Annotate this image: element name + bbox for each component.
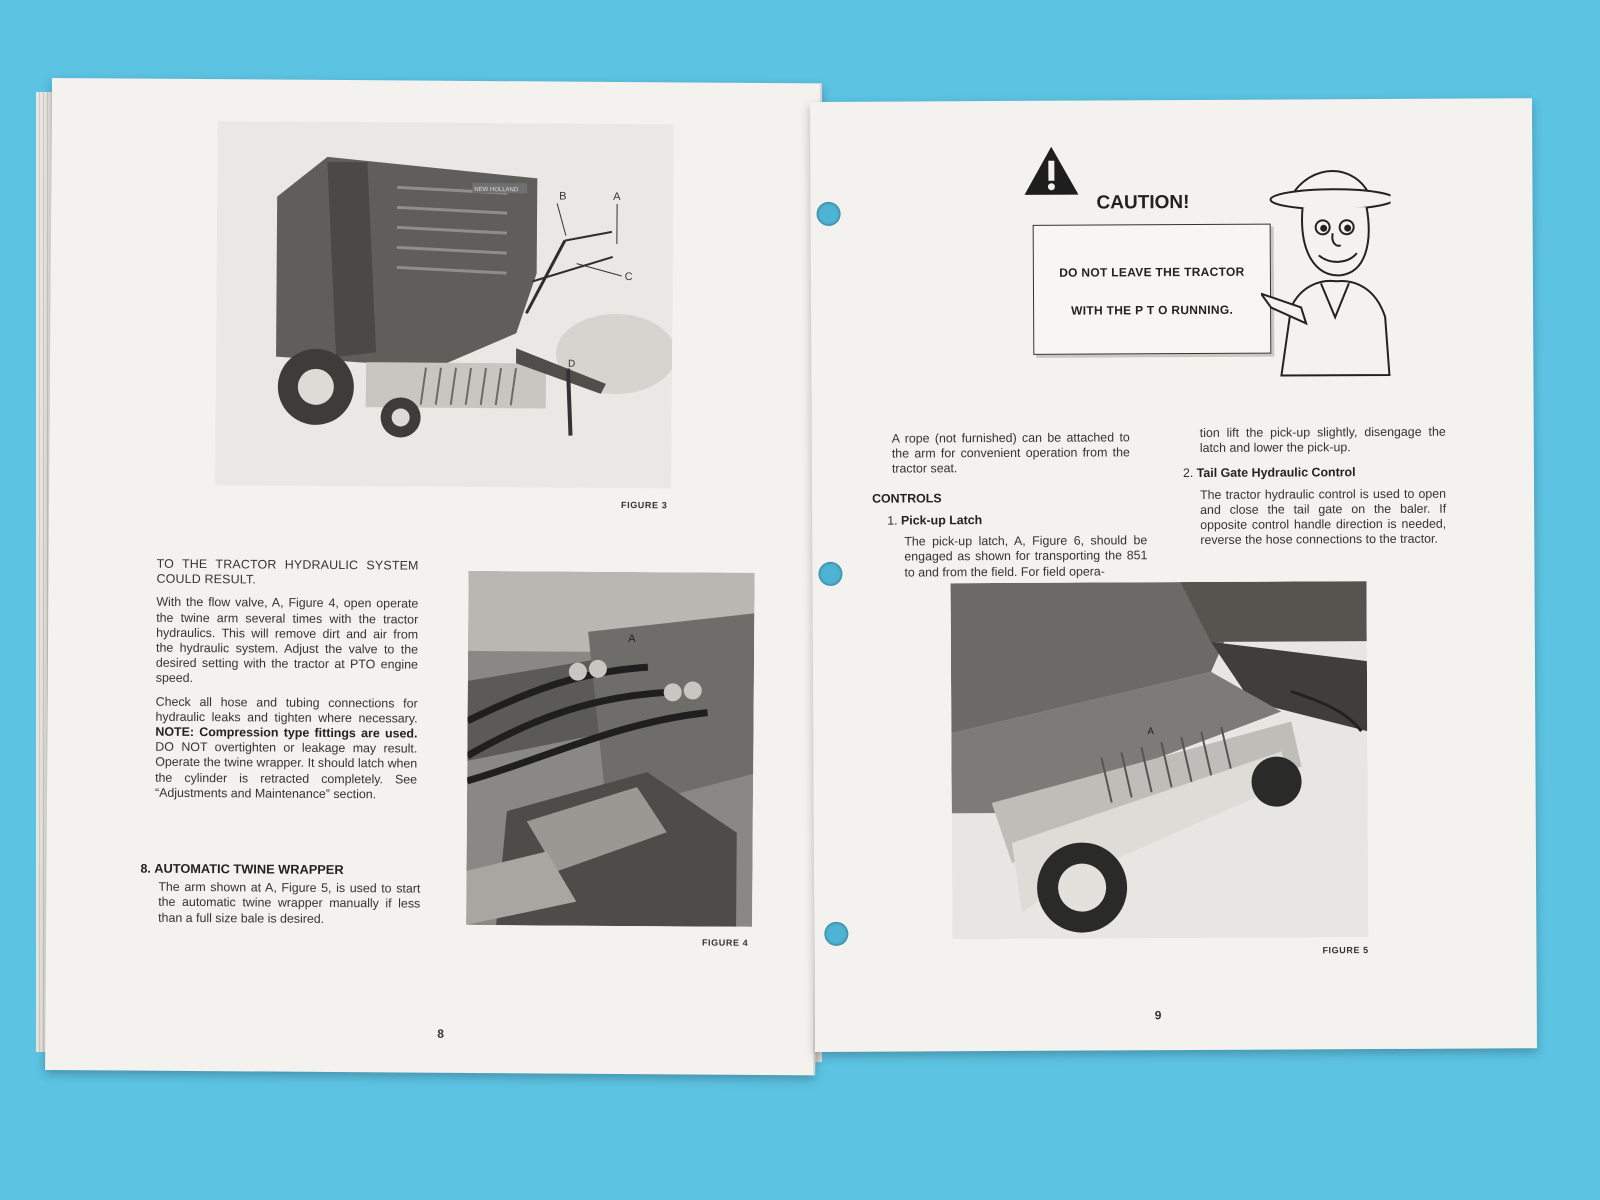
right-text-column — [1182, 424, 1447, 557]
right-page-number: 9 — [1154, 1008, 1162, 1023]
controls-heading: CONTROLS — [872, 491, 942, 506]
item-1-heading: Pick-up Latch — [900, 513, 983, 528]
warning-triangle-icon — [1022, 145, 1080, 197]
figure-5-caption: FIGURE 5 — [1322, 945, 1369, 956]
figure-3-label-a: A — [613, 190, 621, 203]
item-2-text: The tractor hydraulic control is used to open and close the tail gate on the baler. If opposite control handle direction is needed, reverse the hose connections to the tractor. — [1200, 486, 1447, 548]
item-1-number: 1. — [887, 513, 898, 528]
section-heading: AUTOMATIC TWINE WRAPPER — [154, 860, 344, 878]
item-2-number: 2. — [1182, 466, 1194, 481]
binder-hole-middle — [818, 562, 842, 586]
item-1-text: The pick-up latch, A, Figure 6, should be engaged as shown for transporting the 851 to and from the field. For field opera- — [904, 533, 1148, 580]
caution-title: CAUTION! — [1096, 192, 1190, 214]
caution-line-2: WITH THE P T O RUNNING. — [1071, 302, 1234, 318]
hose-check-text-end: DO NOT overtighten or leakage may result. Operate the twine wrapper. It should latch when the cylinder is retracted completely. See “Adjustments and Maintenance” section. — [154, 739, 418, 802]
figure-3-label-c: C — [624, 271, 633, 284]
figure-3-photo — [215, 121, 674, 488]
figure-3-label-d: D — [567, 358, 576, 370]
hose-check-text: Check all hose and tubing connections for hydraulic leaks and tighten where necessary. — [155, 694, 418, 726]
pickup-latch-continued: tion lift the pick-up slightly, disengage the latch and lower the pick-up. — [1199, 424, 1446, 456]
figure-5-label-a: A — [1147, 726, 1155, 738]
figure-3-label-b: B — [559, 190, 567, 203]
figure-5-photo — [951, 581, 1369, 939]
binder-hole-bottom — [824, 922, 848, 946]
left-text-column — [155, 557, 419, 811]
figure-4-photo — [466, 571, 754, 927]
rope-paragraph — [892, 430, 1130, 485]
twine-wrapper-text: The arm shown at A, Figure 5, is used to start the automatic twine wrapper manually if less than a full size bale is desired. — [158, 879, 421, 926]
figure-4-label-a: A — [628, 633, 636, 646]
right-page — [810, 98, 1537, 1052]
left-page — [45, 78, 822, 1075]
left-page-number: 8 — [437, 1026, 445, 1041]
figure-3-brand: NEW HOLLAND — [474, 186, 519, 194]
flow-valve-paragraph: With the flow valve, A, Figure 4, open operate the twine arm several times with the tractor hydraulics. This will remove dirt and air from the hydraulic system. Adjust the valve to the desired setting with the tractor at PTO engine speed. — [155, 595, 419, 686]
caution-box — [1033, 224, 1272, 355]
item-2-heading: Tail Gate Hydraulic Control — [1196, 465, 1356, 481]
continued-text: TO THE TRACTOR HYDRAULIC SYSTEM COULD RESULT. — [156, 556, 419, 587]
rope-text: A rope (not furnished) can be attached to the arm for convenient operation from the tractor seat. — [891, 430, 1130, 476]
caution-line-1: DO NOT LEAVE THE TRACTOR — [1059, 264, 1245, 280]
compression-note: NOTE: Compression type fittings are used. — [155, 724, 418, 741]
figure-4-caption: FIGURE 4 — [701, 937, 749, 948]
section-number: 8. — [140, 861, 151, 876]
twine-wrapper-section — [140, 861, 421, 936]
hose-check-paragraph — [155, 694, 418, 802]
binder-hole-top — [817, 202, 841, 226]
figure-3-caption: FIGURE 3 — [620, 499, 668, 511]
cartoon-man-illustration — [1260, 157, 1391, 380]
pickup-latch-item — [887, 512, 1147, 588]
